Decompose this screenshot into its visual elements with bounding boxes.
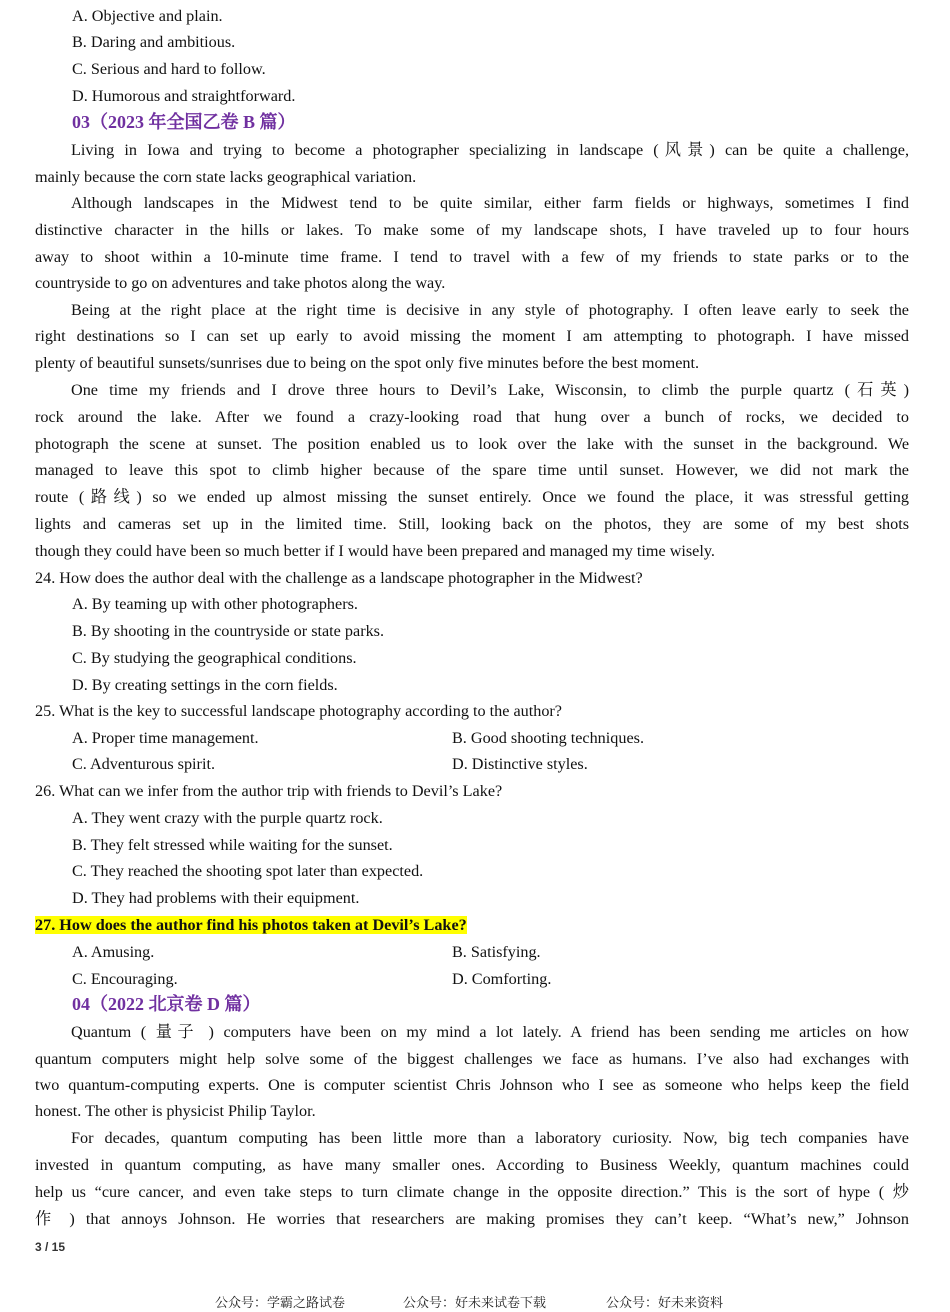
passage-line: though they could have been so much better if I would have been prepared and managed my time wisely. [35,542,715,560]
passage-line: invested in quantum computing, as have many smaller ones. According to Business Weekly, quantum machines could [35,1156,909,1174]
passage-line: managed to leave this spot to climb higher because of the spare time until sunset. However, we did not mark the [35,461,909,479]
page-number: 3 / 15 [35,1240,66,1254]
prev-option-d: D. Humorous and straightforward. [72,87,296,105]
footer-account-3: 公众号：好未来资料 [606,1296,724,1311]
q24-option-b: B. By shooting in the countryside or state parks. [72,622,385,640]
passage-line: away to shoot within a 10-minute time frame. I tend to travel with a few of my friends to state parks or to the [35,248,909,266]
q26-option-a: A. They went crazy with the purple quartz rock. [72,809,383,827]
question-25: 25. What is the key to successful landscape photography according to the author? [35,702,562,720]
q26-option-d: D. They had problems with their equipment. [72,889,360,907]
q26-option-b: B. They felt stressed while waiting for the sunset. [72,836,393,854]
question-24: 24. How does the author deal with the challenge as a landscape photographer in the Midwest? [35,569,643,587]
passage-line: lights and cameras set up in the limited time. Still, looking back on the photos, they are some of my best shots [35,515,909,533]
passage-line: 作 ) that annoys Johnson. He worries that researchers are making promises they can’t keep. “What’s new,” Johnson [35,1210,909,1228]
question-26: 26. What can we infer from the author trip with friends to Devil’s Lake? [35,782,503,800]
passage-line: photograph the scene at sunset. The position enabled us to look over the lake with the sunset in the background. We [35,435,909,453]
prev-option-a: A. Objective and plain. [72,7,223,25]
passage-line: right destinations so I can set up early to avoid missing the moment I am attempting to photograph. I have missed [35,327,909,345]
passage-line: honest. The other is physicist Philip Taylor. [35,1102,316,1120]
q25-option-c: C. Adventurous spirit. [72,755,215,773]
passage-line: For decades, quantum computing has been little more than a laboratory curiosity. Now, big tech companies have [71,1129,909,1147]
passage-line: mainly because the corn state lacks geographical variation. [35,168,417,186]
q27-option-b: B. Satisfying. [452,943,541,961]
passage-line: Although landscapes in the Midwest tend to be quite similar, either farm fields or highways, sometimes I find [71,194,909,212]
passage-line: rock around the lake. After we found a crazy-looking road that hung over a bunch of rocks, we decided to [35,408,909,426]
passage-line: distinctive character in the hills or lakes. To make some of my landscape shots, I have traveled up to four hours [35,221,909,239]
section-03-title: 03（2023 年全国乙卷 B 篇） [72,112,296,132]
question-27-row [35,912,909,939]
q27-option-c: C. Encouraging. [72,970,178,988]
passage-line: quantum computers might help solve some of the biggest challenges we face as humans. I’ve also had exchanges with [35,1050,909,1068]
passage-line: two quantum-computing experts. One is computer scientist Chris Johnson who I see as someone who helps keep the field [35,1076,909,1094]
q25-option-b: B. Good shooting techniques. [452,729,644,747]
q25-option-d: D. Distinctive styles. [452,755,588,773]
prev-option-b: B. Daring and ambitious. [72,33,236,51]
passage-line: One time my friends and I drove three hours to Devil’s Lake, Wisconsin, to climb the purple quartz (石英) [71,381,909,399]
prev-option-c: C. Serious and hard to follow. [72,60,266,78]
passage-line: plenty of beautiful sunsets/sunrises due to being on the spot only five minutes before the best moment. [35,354,700,372]
q27-option-a: A. Amusing. [72,943,155,961]
passage-line: help us “cure cancer, and even take steps to turn climate change in the opposite direction.” This is the sort of hype ( 炒 [35,1183,909,1201]
q24-option-d: D. By creating settings in the corn fields. [72,676,338,694]
q24-option-a: A. By teaming up with other photographers. [72,595,358,613]
footer-account-2: 公众号：好未来试卷下载 [403,1296,547,1311]
question-27: 27. How does the author find his photos taken at Devil’s Lake? [35,916,467,934]
passage-line: Being at the right place at the right time is decisive in any style of photography. I often leave early to seek the [71,301,909,319]
q26-option-c: C. They reached the shooting spot later than expected. [72,862,424,880]
section-04-title: 04（2022 北京卷 D 篇） [72,994,261,1014]
footer-account-1: 公众号：学霸之路试卷 [215,1296,346,1311]
q27-option-d: D. Comforting. [452,970,552,988]
passage-line: Quantum ( 量子 ) computers have been on my mind a lot lately. A friend has been sending me articles on how [71,1023,909,1041]
q25-option-a: A. Proper time management. [72,729,259,747]
passage-line: countryside to go on adventures and take photos along the way. [35,274,446,292]
q24-option-c: C. By studying the geographical conditions. [72,649,357,667]
passage-line: Living in Iowa and trying to become a photographer specializing in landscape (风景) can be quite a challenge, [71,141,909,159]
passage-line: route (路线) so we ended up almost missing the sunset entirely. Once we found the place, it was stressful getting [35,488,909,506]
